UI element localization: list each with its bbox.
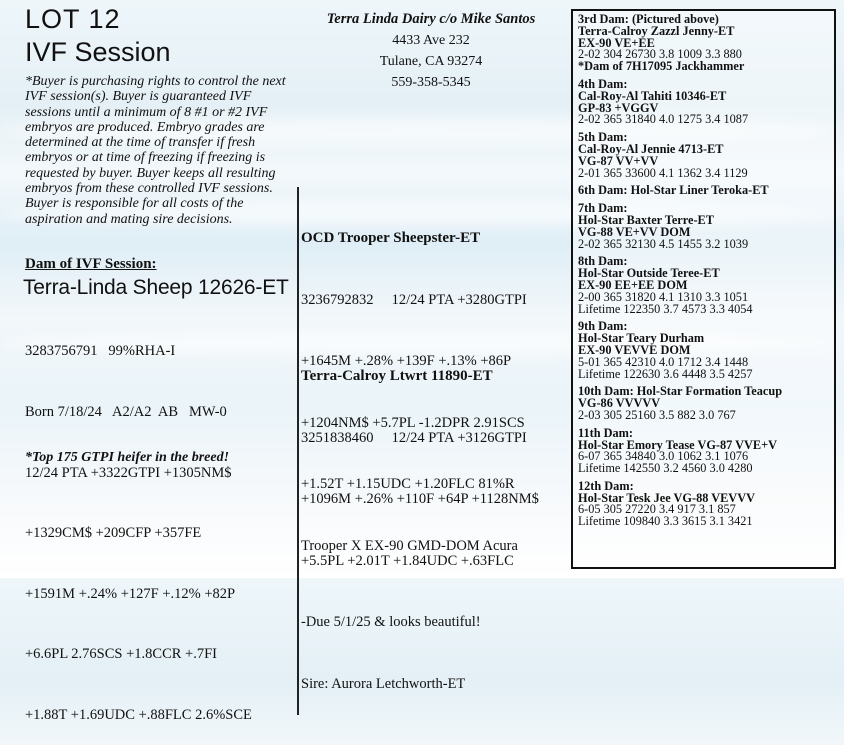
sire-line: 3236792832 12/24 PTA +3280GTPI: [301, 291, 527, 308]
sire-line: -Due 5/1/25 & looks beautiful!: [301, 614, 481, 630]
pedigree-dam-entry: [578, 203, 834, 250]
pedigree-record-line: Lifetime 122350 3.7 4573 3.3 4054: [578, 301, 753, 316]
pedigree-heading-line: 11th Dam:: [578, 425, 633, 440]
pedigree-heading-line: Hol-Star Emory Tease VG-87 VVE+V: [578, 437, 777, 452]
pedigree-heading-line: Cal-Roy-Al Jennie 4713-ET: [578, 141, 724, 156]
pedigree-dam-entry: [578, 478, 834, 529]
sire-line: +1645M +.28% +139F +.13% +86P: [301, 353, 512, 369]
pedigree-dam-entry: [578, 76, 834, 127]
seller-name: Terra Linda Dairy c/o Mike Santos: [326, 11, 536, 27]
pedigree-dam-entry: [578, 14, 834, 73]
pedigree-dam-entry: [578, 425, 834, 476]
pedigree-dam-entry: [578, 321, 834, 380]
pedigree-record-line: 2-02 304 26730 3.8 1009 3.3 880: [578, 47, 742, 62]
pedigree-record-line: 5-01 365 42310 4.0 1712 3.4 1448: [578, 354, 749, 369]
sire-line: +1.52T +1.15UDC +1.20FLC 81%R: [301, 476, 515, 492]
pedigree-record-line: 6-07 365 34840 3.0 1062 3.1 1076: [578, 449, 749, 464]
dam-line: +1329CM$ +209CFP +357FE: [25, 525, 202, 542]
pedigree-heading-line: Hol-Star Tesk Jee VG-88 VEVVV: [578, 490, 755, 505]
pedigree-dam-entry: [578, 185, 834, 197]
sire-line: Trooper X EX-90 GMD-DOM Acura: [301, 537, 518, 554]
pedigree-heading-line: 6th Dam: Hol-Star Liner Teroka-ET: [578, 183, 769, 198]
pedigree-heading-line: Cal-Roy-Al Tahiti 10346-ET: [578, 88, 727, 103]
dam-line: +6.6PL 2.76SCS +1.8CCR +.7FI: [25, 646, 217, 663]
seller-phone: 559-358-5345: [391, 75, 471, 90]
pedigree-note-line: *Dam of 7H17095 Jackhammer: [578, 59, 745, 74]
pedigree-record-line: Lifetime 122630 3.6 4448 3.5 4257: [578, 366, 753, 381]
pedigree-box: [571, 9, 836, 569]
dam-heading: Dam of IVF Session:: [25, 256, 157, 272]
dam-line: 12/24 PTA +3322GTPI +1305NM$: [25, 464, 232, 481]
disclaimer: *Buyer is purchasing rights to control the next IVF session(s). Buyer is guaranteed IVF sessions until a minimum of 8 #1 or #2 IVF embryos are produced. Embryo grades are determined at the time of transfer if fresh embryos or at time of freezing if freezing is requested by buyer. Buyer keeps all resulting embryos from these controlled IVF sessions. Buyer is responsible for all costs of the aspiration and mating sire decisions.: [25, 74, 286, 227]
sire-title: Terra-Calroy Ltwrt 11890-ET: [301, 368, 493, 384]
seller-address-line1: 4433 Ave 232: [392, 33, 470, 48]
pedigree-heading-line: Terra-Calroy Zazzl Jenny-ET: [578, 23, 735, 38]
pedigree-heading-line: Hol-Star Outside Teree-ET: [578, 266, 720, 281]
pedigree-heading-line: 12th Dam:: [578, 478, 634, 493]
pedigree-dam-entry: [578, 256, 834, 315]
sire-line: +1096M +.26% +110F +64P +1128NM$: [301, 491, 539, 507]
sire-line: +1204NM$ +5.7PL -1.2DPR 2.91SCS: [301, 414, 525, 431]
pedigree-record-line: 2-03 305 25160 3.5 882 3.0 767: [578, 407, 736, 422]
sire-title: OCD Trooper Sheepster-ET: [301, 230, 481, 246]
pedigree-dam-entry: [578, 132, 834, 179]
sire-line: Sire: Aurora Letchworth-ET: [301, 675, 466, 692]
dam-line: 3283756791 99%RHA-I: [25, 343, 176, 360]
dam-line: Born 7/18/24 A2/A2 AB MW-0: [25, 404, 227, 421]
sire-line: +5.5PL +2.01T +1.84UDC +.63FLC: [301, 552, 514, 569]
pedigree-heading-line: Hol-Star Baxter Terre-ET: [578, 212, 714, 227]
pedigree-heading-line: 5th Dam:: [578, 130, 628, 145]
pedigree-heading-line: VG-87 VV+VV: [578, 153, 659, 168]
dam-note: *Top 175 GTPI heifer in the breed!: [25, 450, 230, 465]
dam-line: +1.88T +1.69UDC +.88FLC 2.6%SCE: [25, 707, 252, 724]
dam-name: Terra-Linda Sheep 12626-ET: [23, 276, 289, 299]
pedigree-record-line: 2-02 365 32130 4.5 1455 3.2 1039: [578, 236, 749, 251]
lot-subtitle: IVF Session: [25, 37, 171, 67]
pedigree-heading-line: EX-90 VEVVE DOM: [578, 342, 691, 357]
pedigree-heading-line: GP-83 +VGGV: [578, 100, 659, 115]
pedigree-record-line: 2-01 365 33600 4.1 1362 3.4 1129: [578, 165, 748, 180]
seller-address-line2: Tulane, CA 93274: [379, 54, 483, 69]
sire-line: 3251838460 12/24 PTA +3126GTPI: [301, 429, 527, 446]
pedigree-heading-line: VG-86 VVVVV: [578, 396, 661, 411]
lot-title: LOT 12: [25, 4, 121, 34]
pedigree-heading-line: 8th Dam:: [578, 254, 628, 269]
pedigree-heading-line: 3rd Dam: (Pictured above): [578, 12, 719, 26]
dam-line: +1591M +.24% +127F +.12% +82P: [25, 585, 236, 602]
pedigree-heading-line: 10th Dam: Hol-Star Formation Teacup: [578, 384, 783, 399]
pedigree-record-line: Lifetime 109840 3.3 3615 3.1 3421: [578, 514, 753, 529]
pedigree-dam-entry: [578, 386, 834, 421]
pedigree-record-line: 2-02 365 31840 4.0 1275 3.4 1087: [578, 112, 749, 127]
pedigree-heading-line: 7th Dam:: [578, 201, 628, 216]
pedigree-heading-line: 9th Dam:: [578, 319, 628, 334]
dam-details: [25, 301, 252, 745]
pedigree-heading-line: 4th Dam:: [578, 76, 628, 91]
pedigree-record-line: 6-05 305 27220 3.4 917 3.1 857: [578, 502, 736, 517]
pedigree-heading-line: VG-88 VE+VV DOM: [578, 224, 691, 239]
sire-block: [297, 325, 539, 715]
pedigree-record-line: 2-00 365 31820 4.1 1310 3.3 1051: [578, 289, 749, 304]
pedigree-heading-line: EX-90 EE+EE DOM: [578, 277, 688, 292]
pedigree-heading-line: Hol-Star Teary Durham: [578, 331, 705, 346]
pedigree-heading-line: EX-90 VE+EE: [578, 35, 655, 50]
seller-info: [300, 9, 562, 93]
pedigree-record-line: Lifetime 142550 3.2 4560 3.0 4280: [578, 461, 753, 476]
